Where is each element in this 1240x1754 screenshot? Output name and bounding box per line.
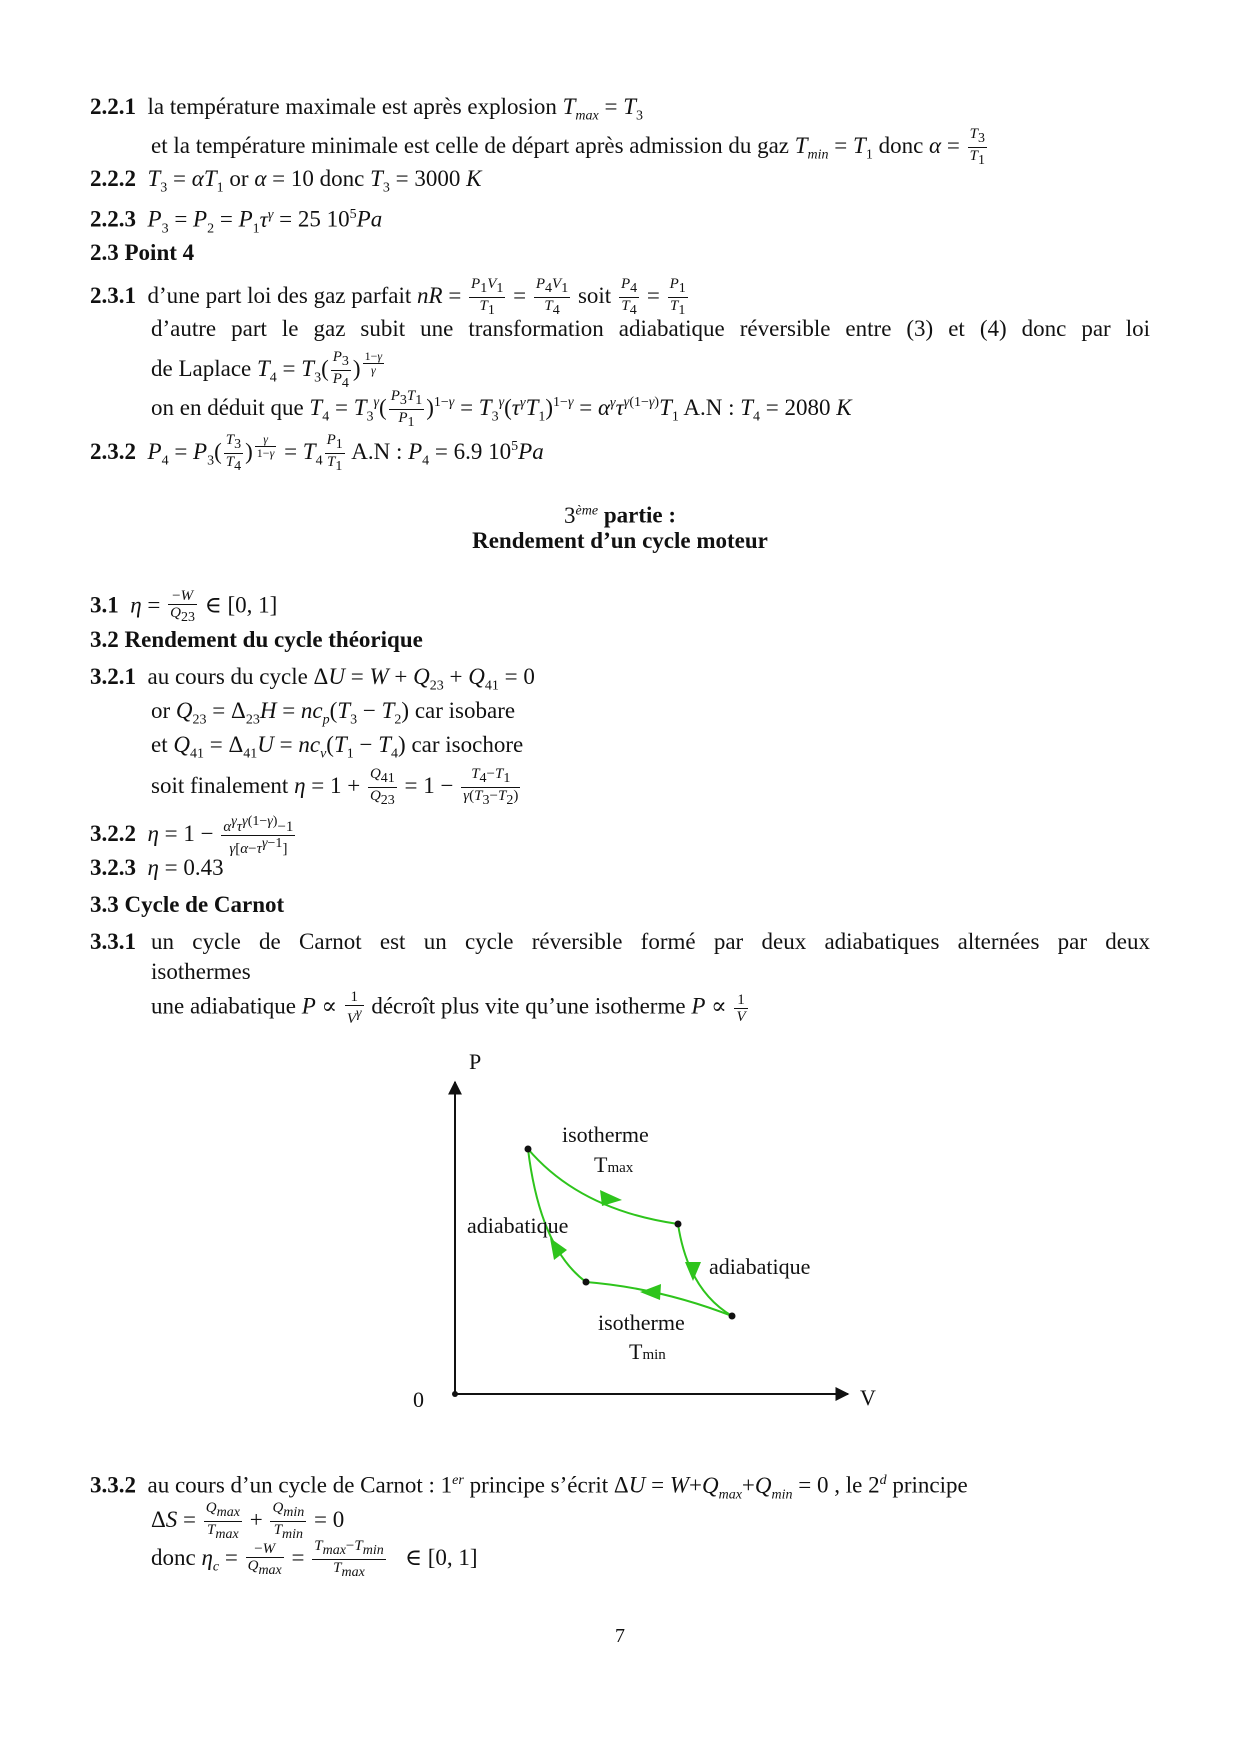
- arrow-isotherm-top: [600, 1190, 622, 1206]
- adiabat-right-label: adiabatique: [709, 1254, 811, 1279]
- line-3-3-2-a: 3.3.2 au cours d’un cycle de Carnot : 1er principe s’écrit $\Delta U = W+Q_{max}+Q_{min} = 0$ , le 2$^d$ principe: [90, 1472, 968, 1503]
- origin-dot: [452, 1391, 458, 1397]
- line-3-2-3: 3.2.3 η = 0.43: [90, 855, 224, 880]
- isotherm-top-label: isotherme: [562, 1122, 649, 1147]
- axis-v-label: V: [860, 1385, 876, 1410]
- line-2-2-1-a: 2.2.1 la température maximale est après explosion $T_{max} = T_3$: [90, 94, 644, 124]
- line-3-1: 3.1 η = $\frac{-W}{Q_{23}}$ ∈ [0, 1]: [90, 588, 278, 625]
- line-3-2-1-b: or $Q_{23} = \Delta_{23}H = nc_p(T_3 - T_2)$ car isobare: [151, 698, 516, 728]
- line-2-3-2: 2.3.2 $P_4 = P_3$( $\frac{T_3}{T_4}$ ) $^{\frac{\gamma}{1-\gamma}}$ = $T_4$ $\frac{P_1}{T_1}$ A.N : $P_4 = 6.9$ $10^5Pa$: [90, 432, 544, 474]
- line-2-2-2: 2.2.2 $T_3 = \alpha T_1$ or α = 10 donc $T_3 = 3000$ K: [90, 166, 482, 196]
- arrow-isotherm-bottom: [640, 1284, 661, 1300]
- isotherm-bottom-label: isotherme: [598, 1310, 685, 1335]
- isotherm-top-temp: Tmax: [594, 1152, 634, 1177]
- page-number: 7: [615, 1625, 625, 1647]
- line-2-3-1-d: on en déduit que $T_4 = T_3^\gamma$( $\frac{P_3T_1}{P_1}$ )$^{1-\gamma} = T_3^\gamma(\tau^\gamma T_1)^{1-\gamma} = \alpha^\gamma\tau^{\gamma(1-\gamma)}T_1$ A.N : $T_4 = 2080$ K: [151, 388, 852, 430]
- line-3-2-1-c: et $Q_{41} = \Delta_{41}U = nc_v(T_1 - T_4)$ car isochore: [151, 732, 524, 762]
- vertex: [583, 1279, 590, 1286]
- section-2-3-title: 2.3 Point 4: [90, 240, 195, 265]
- vertex: [525, 1146, 532, 1153]
- arrow-adiabat-left: [550, 1238, 567, 1260]
- line-3-3-1-b: isothermes: [151, 959, 251, 984]
- line-2-3-1-a: 2.3.1 d’une part loi des gaz parfait nR = $\frac{P_1V_1}{T_1}$ = $\frac{P_4V_1}{T_4}$ soit $\frac{P_4}{T_4}$ = $\frac{P_1}{T_1}$: [90, 276, 686, 318]
- part-3-title: Rendement d’un cycle moteur: [472, 528, 768, 553]
- section-3-3-title: 3.3 Cycle de Carnot: [90, 892, 285, 917]
- fraction: $\frac{T_3}{T_1}$: [969, 126, 985, 168]
- adiabat-left-label: adiabatique: [467, 1213, 569, 1238]
- line-3-3-1-c: une adiabatique P ∝ $\frac{1}{V^\gamma}$ décroît plus vite qu’une isotherme P ∝ $\frac{1}{V}$: [151, 989, 746, 1027]
- line-3-3-2-c: donc $\eta_c$ = −W $Q_{max}$ = $T_{max}-T_{min}$ $T_{max}$ ∈ [0, 1]: [151, 1538, 478, 1580]
- arrow-adiabat-right: [685, 1262, 701, 1281]
- isotherm-bottom-temp: Tmin: [629, 1339, 666, 1364]
- vertex: [675, 1221, 682, 1228]
- line-3-2-2: 3.2.2 η = 1 − $\alpha^\gamma\tau^{\gamma(1-\gamma)}-1$ $\gamma[\alpha-\tau^{\gamma-1}]$: [90, 814, 294, 857]
- line-3-2-1-a: 3.2.1 au cours du cycle $\Delta U = W + Q_{23} + Q_{41} = 0$: [90, 664, 535, 694]
- axis-p-label: P: [469, 1049, 482, 1074]
- vertex: [729, 1313, 736, 1320]
- line-2-3-1-b: d’autre part le gaz subit une transformation adiabatique réversible entre (3) et (4) donc par loi: [151, 316, 1150, 341]
- line-2-2-3: 2.2.3 $P_3 = P_2 = P_1\tau^\gamma = 25$ $10^5Pa$: [90, 206, 383, 237]
- origin-label: 0: [413, 1387, 424, 1412]
- line-3-3-2-b: ΔS = $Q_{max}$ $T_{max}$ + $Q_{min}$ $T_{min}$ = 0: [151, 1500, 345, 1542]
- line-3-2-1-d: soit finalement η = 1 + $\frac{Q_{41}}{Q_{23}}$ = 1 − $\frac{T_4-T_1}{\gamma(T_3-T_2)}$: [151, 766, 519, 808]
- line-2-2-1-b: et la température minimale est celle de départ après admission du gaz $T_{min} = T_1$ donc α = $\frac{T_3}{T_1}$: [151, 126, 985, 168]
- part-3-heading: 3ème partie :: [564, 502, 676, 528]
- section-3-2-title: 3.2 Rendement du cycle théorique: [90, 627, 423, 652]
- line-3-3-1-a: 3.3.1 un cycle de Carnot est un cycle réversible formé par deux adiabatiques alternées par deux: [90, 929, 1150, 954]
- line-2-3-1-c: de Laplace $T_4 = T_3$( $\frac{P_3}{P_4}$ ) $^{\frac{1-\gamma}{\gamma}}$: [151, 349, 383, 391]
